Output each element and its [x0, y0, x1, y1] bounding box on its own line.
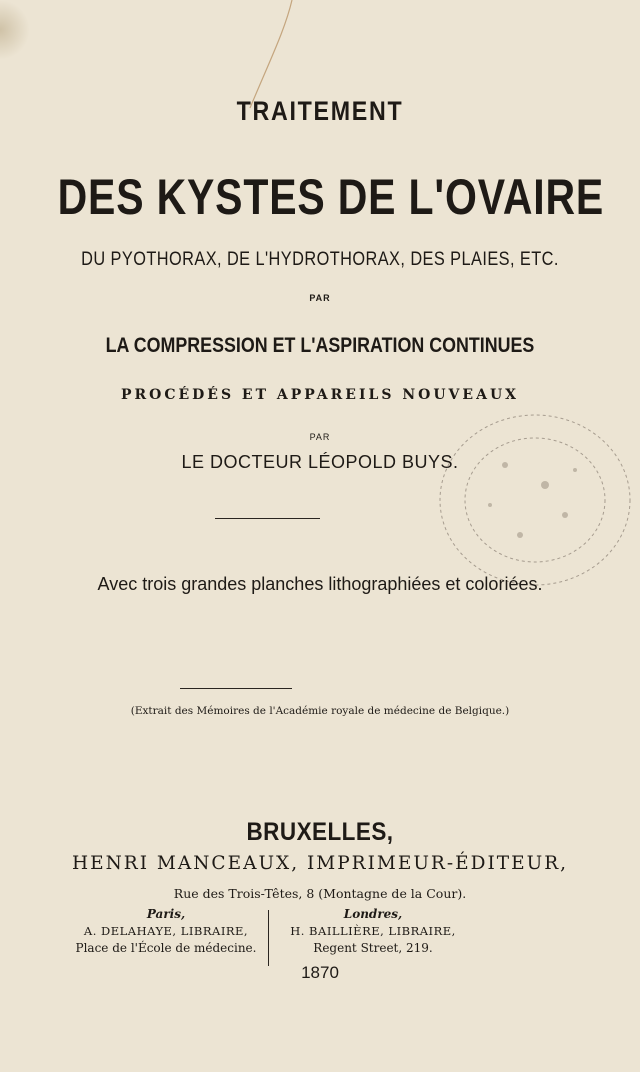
paris-bookseller-block	[60, 906, 272, 957]
paris-address: Place de l'École de médecine.	[75, 941, 257, 955]
par-label-1: PAR	[309, 293, 331, 303]
london-city: Londres,	[343, 907, 403, 921]
publication-year: 1870	[301, 963, 339, 982]
main-title: DES KYSTES DE L'OVAIRE	[57, 169, 605, 225]
subtitle: DU PYOTHORAX, DE L'HYDROTHORAX, DES PLAIES, ETC.	[81, 249, 559, 270]
london-bookseller-block	[268, 906, 478, 957]
method-title: LA COMPRESSION ET L'ASPIRATION CONTINUES	[105, 334, 535, 357]
london-address: Regent Street, 219.	[313, 941, 433, 955]
imprint-address: Rue des Trois-Têtes, 8 (Montagne de la Cour).	[173, 886, 467, 901]
paris-bookseller: A. DELAHAYE, LIBRAIRE,	[83, 924, 249, 938]
imprint-printer: HENRI MANCEAUX, IMPRIMEUR-ÉDITEUR,	[71, 853, 569, 874]
par-label-2: PAR	[309, 432, 331, 442]
author-line: LE DOCTEUR LÉOPOLD BUYS.	[181, 452, 459, 472]
paper-stain	[0, 0, 30, 60]
procedures-line: PROCÉDÉS ET APPAREILS NOUVEAUX	[120, 387, 520, 403]
plates-note: Avec trois grandes planches lithographiées et coloriées.	[97, 574, 543, 594]
title-line-traitement: TRAITEMENT	[236, 96, 404, 126]
divider-rule	[180, 688, 292, 689]
imprint-city: BRUXELLES,	[246, 818, 394, 846]
extract-note: (Extrait des Mémoires de l'Académie royale de médecine de Belgique.)	[130, 705, 510, 717]
paris-city: Paris,	[146, 907, 186, 921]
divider-rule	[215, 518, 320, 519]
london-bookseller: H. BAILLIÈRE, LIBRAIRE,	[290, 924, 456, 938]
ink-stroke-decoration	[230, 0, 310, 110]
